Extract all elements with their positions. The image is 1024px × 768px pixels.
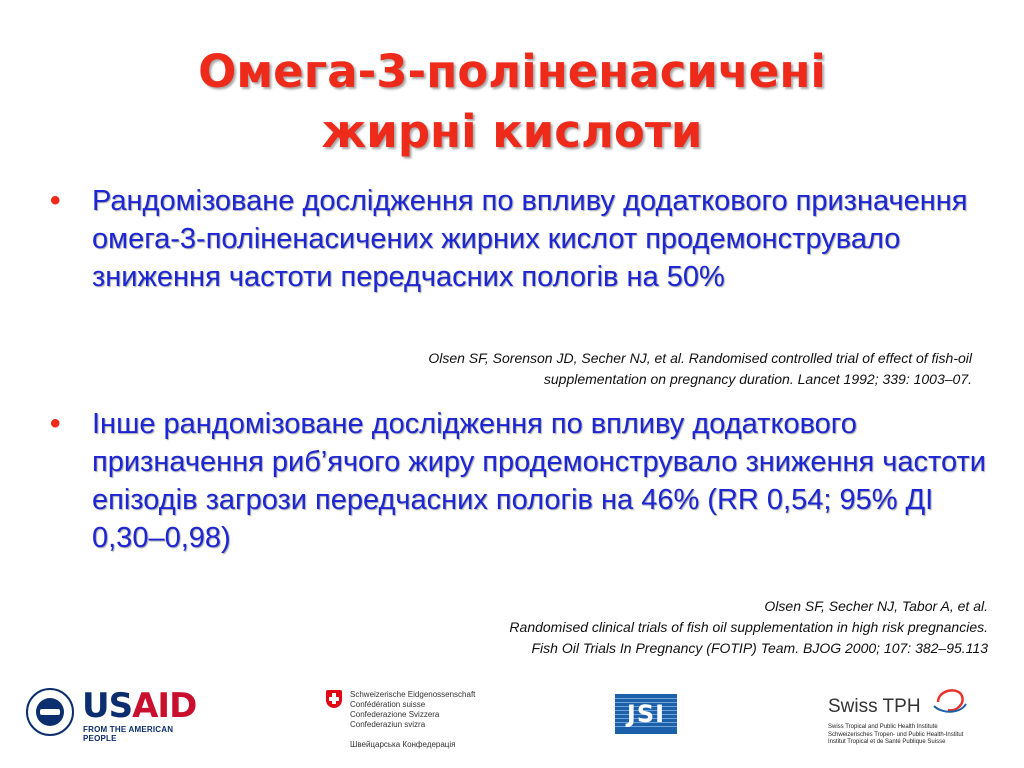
usaid-tagline: FROM THE AMERICAN PEOPLE [83,725,174,743]
bullet-marker: • [50,407,61,440]
bullet-marker: • [50,184,61,217]
swiss-tph-swirl-icon [932,682,968,718]
usaid-wordmark: USAID [82,686,197,726]
reference-1 [428,348,972,390]
reference-line: Fish Oil Trials In Pregnancy (FOTIP) Team. BJOG 2000; 107: 382–95.113 [531,640,988,656]
jsi-letters: JSI [626,700,666,728]
reference-line: supplementation on pregnancy duration. Lancet 1992; 339: 1003–07. [543,371,972,387]
swiss-confederation-logo [326,690,476,750]
bullet-text: Інше рандомізоване дослідження по впливу додаткового призначення риб’ячого жиру продемонструвало зниження частоти епізодів загрози передчасних пологів на 46% (RR 0,54; 95% ДІ 0,30–0,98) [92,408,986,554]
partner-logos [0,680,1024,760]
usaid-logo [26,686,206,743]
swiss-tph-logo [828,682,978,758]
bullet-item-2 [50,405,1010,557]
reference-line: Randomised clinical trials of fish oil supplementation in high risk pregnancies. [509,619,988,635]
swiss-tph-name: Swiss TPH [828,696,921,717]
bullet-item-1 [50,182,1010,296]
swiss-cross-icon [326,690,342,708]
swiss-confederation-ukrainian: Швейцарська Конфедерація [350,740,456,749]
bullet-text: Рандомізоване дослідження по впливу додаткового призначення омега-3-поліненасичених жирних кислот продемонструвало зниження частоти передчасних пологів на 50% [92,185,968,293]
jsi-logo [615,694,677,734]
reference-line: Olsen SF, Secher NJ, Tabor A, et al. [764,598,988,614]
reference-line: Olsen SF, Sorenson JD, Secher NJ, et al. Randomised controlled trial of effect of fish-oil [428,350,972,366]
usaid-seal-icon [26,688,74,736]
swiss-tph-subtitle: Swiss Tropical and Public Health Institute Schweizerisches Tropen- und Public Health-Institut Institut Tropical et de Santé Publique Suisse [828,724,964,745]
slide-title [0,42,1024,162]
swiss-confederation-names: Schweizerische Eidgenossenschaft Confédération suisse Confederazione Svizzera Confederaziun svizra [350,690,476,729]
title-line-2: жирні кислоти [321,105,703,158]
title-line-1: Омега-3-поліненасичені [198,45,826,98]
reference-2 [509,596,988,659]
